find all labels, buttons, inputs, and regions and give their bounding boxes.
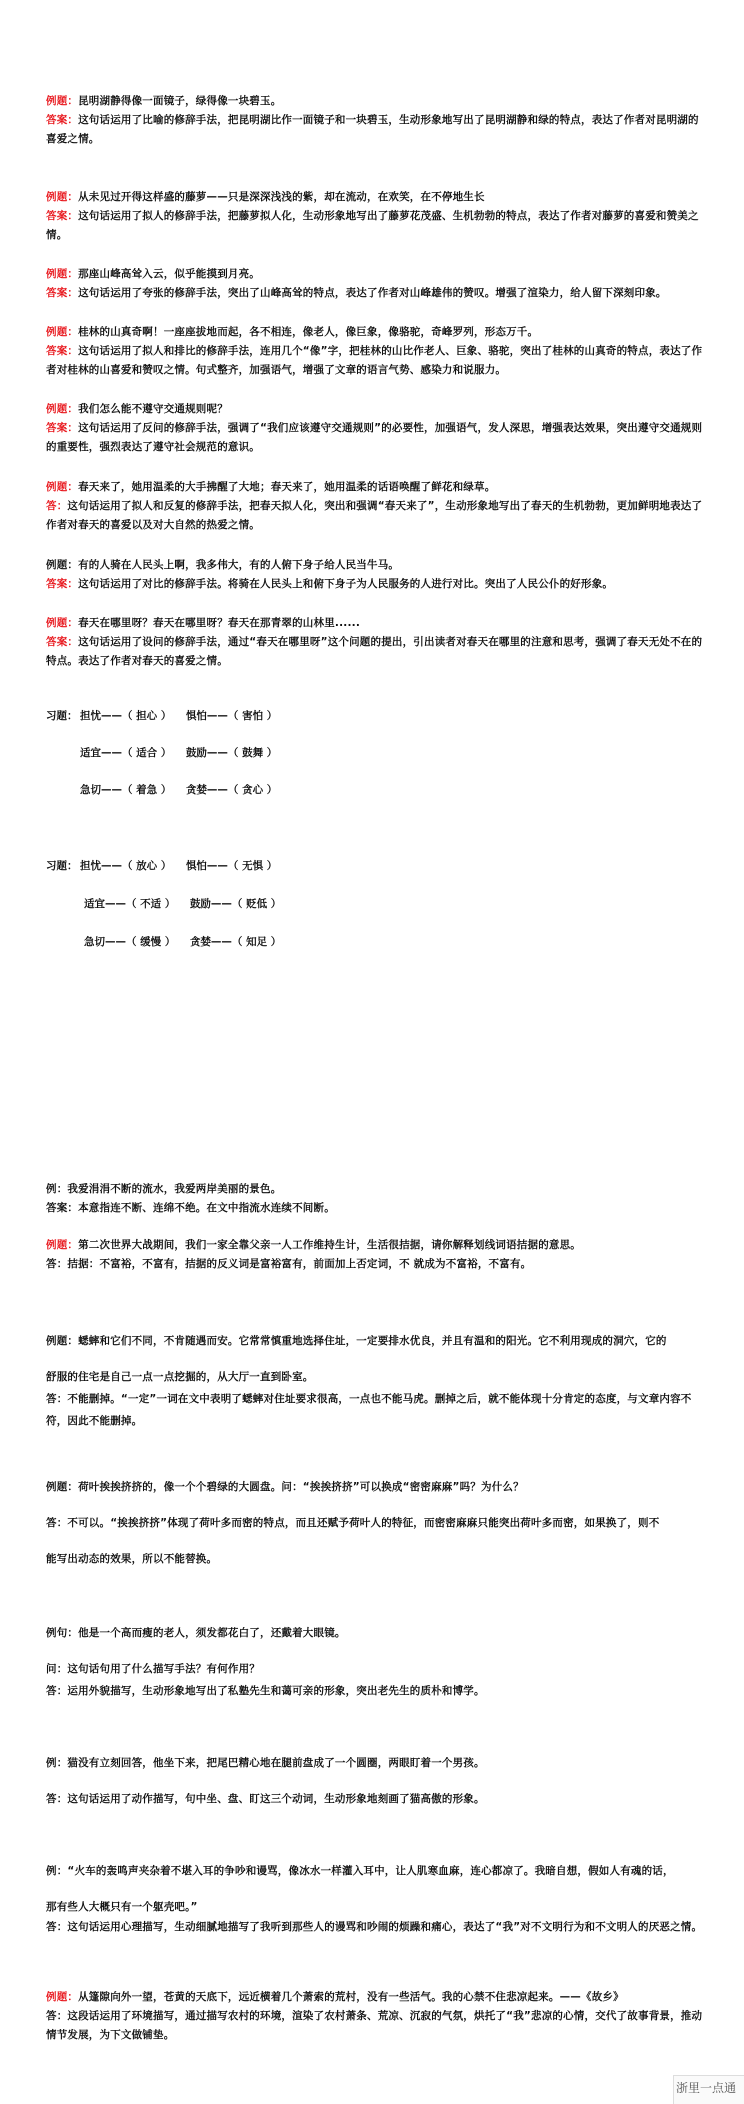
example-block [46,92,706,149]
example-label: 例题： [46,268,79,280]
example-block [46,556,706,594]
exercise-answer: 适合 [136,747,158,759]
example-label: 例题： [46,617,79,629]
question-text: 问：这句话句用了什么描写手法？有何作用？ [46,1663,260,1675]
answer-text: 答：这句话运用心理描写，生动细腻地描写了我听到那些人的谩骂和吵闹的烦躁和痛心，表达了“我”对不文明行为和不文明人的厌恶之情。 [46,1921,703,1933]
answer-label: 答案： [46,210,79,222]
word-replace-block [46,1476,706,1570]
example-text: 例：“火车的轰鸣声夹杂着不堪入耳的争吵和谩骂，像冰水一样灌入耳中，让人肌寒血麻，连心都凉了。我暗自想，假如人有魂的话， [46,1865,674,1877]
description-block [46,1752,706,1810]
answer-label: 答案： [46,636,79,648]
answer-label: 答： [46,500,68,512]
answer-text: 答：运用外貌描写，生动形象地写出了私塾先生和蔼可亲的形象，突出老先生的质朴和博学。 [46,1685,485,1697]
environment-block [46,1988,706,2045]
example-text: 那座山峰高耸入云，似乎能摸到月亮。 [78,268,261,280]
exercise-row: 担忧——（ 担心 ） 惧怕——（ 害怕 ） [80,710,278,722]
answer-text: 这句话运用了拟人和反复的修辞手法，把春天拟人化，突出和强调“春天来了”，生动形象地写出了春天的生机勃勃，更加鲜明地表达了作者对春天的喜爱以及对大自然的热爱之情。 [46,500,703,531]
exercise-answer: 无惧 [242,860,264,872]
example-text: 例句：他是一个高而瘦的老人，须发都花白了，还戴着大眼镜。 [46,1627,346,1639]
exercise-row: 适宜——（ 不适 ） 鼓励——（ 贬低 ） [84,898,282,910]
example-block [46,323,706,380]
answer-text: 这句话运用了比喻的修辞手法，把昆明湖比作一面镜子和一块碧玉，生动形象地写出了昆明湖静和绿的特点，表达了作者对昆明湖的喜爱之情。 [46,114,699,145]
answer-label: 答案： [46,422,79,434]
exercise-answer: 贬低 [246,898,268,910]
answer-text: 答：拮据：不富裕，不富有，拮据的反义词是富裕富有，前面加上否定词，不 就成为不富裕，不富有。 [46,1258,532,1270]
exercise-answer: 缓慢 [140,936,162,948]
exercise-answer: 知足 [246,936,268,948]
exercise-answer: 贪心 [242,784,264,796]
exercise-answer: 担心 [136,710,158,722]
footer-watermark: 浙里一点通 [675,2081,736,2095]
exercise-label: 习题： [46,710,78,722]
example-block [46,188,706,245]
answer-label: 答案： [46,345,79,357]
answer-label: 答案： [46,287,79,299]
description-block [46,1860,706,1937]
example-label: 例题： [46,403,79,415]
answer-text: 答：不可以。“挨挨挤挤”体现了荷叶多而密的特点，而且还赋予荷叶人的特征，而密密麻麻只能突出荷叶多而密，如果换了，则不 [46,1517,660,1529]
exercise-answer: 着急 [136,784,158,796]
answer-label: 答： [46,2010,68,2022]
example-text: 从未见过开得这样盛的藤萝——只是深深浅浅的紫，却在流动，在欢笑，在不停地生长 [78,191,485,203]
answer-text: 这句话运用了设问的修辞手法，通过“春天在哪里呀”这个问题的提出，引出读者对春天在哪里的注意和思考，强调了春天无处不在的特点。表达了作者对春天的喜爱之情。 [46,636,703,667]
example-text: 例：猫没有立刻回答，他坐下来，把尾巴精心地在腿前盘成了一个圆圈，两眼盯着一个男孩。 [46,1757,485,1769]
word-meaning-block [46,1236,706,1274]
example-block [46,614,706,671]
example-text: 第二次世界大战期间，我们一家全靠父亲一人工作维持生计，生活很拮据，请你解释划线词语拮据的意思。 [78,1239,582,1251]
answer-text: 这句话运用了夸张的修辞手法，突出了山峰高耸的特点，表达了作者对山峰雄伟的赞叹。增强了渲染力，给人留下深刻印象。 [78,287,667,299]
example-block [46,400,706,457]
answer-text: 这句话运用了拟人和排比的修辞手法，连用几个“像”字，把桂林的山比作老人、巨象、骆驼，突出了桂林的山真奇的特点，表达了作者对桂林的山喜爱和赞叹之情。句式整齐，加强语气，增强了文章的语言气势、感染力和说服力。 [46,345,703,376]
example-text-cont: 舒服的住宅是自己一点一点挖掘的，从大厅一直到卧室。 [46,1371,314,1383]
example-text: 例题：荷叶挨挨挤挤的，像一个个碧绿的大圆盘。问：“挨挨挤挤”可以换成“密密麻麻”吗？为什么？ [46,1481,524,1493]
exercise-answer: 放心 [136,860,158,872]
answer-label: 答案： [46,578,79,590]
word-meaning-block [46,1180,706,1218]
answer-text: 这句话运用了拟人的修辞手法，把藤萝拟人化，生动形象地写出了藤萝花茂盛、生机勃勃的特点，表达了作者对藤萝的喜爱和赞美之情。 [46,210,699,241]
answer-text: 答：不能删掉。“一定”一词在文中表明了蟋蟀对住址要求很高，一点也不能马虎。删掉之后，就不能体现十分肯定的态度，与文章内容不符，因此不能删掉。 [46,1393,692,1427]
description-block [46,1622,706,1702]
exercise-label: 习题： [46,860,78,872]
example-label: 例题： [46,481,79,493]
example-text: 春天在哪里呀？春天在哪里呀？春天在那青翠的山林里...... [78,617,361,629]
example-block [46,265,706,303]
example-label: 例题： [46,326,79,338]
answer-text: 答案：本意指连不断、连绵不绝。在文中指流水连续不间断。 [46,1202,335,1214]
example-text: 例题：蟋蟀和它们不同，不肯随遇而安。它常常慎重地选择住址，一定要排水优良，并且有温和的阳光。它不利用现成的洞穴，它的 [46,1335,667,1347]
exercise-row: 适宜——（ 适合 ） 鼓励——（ 鼓舞 ） [80,747,278,759]
exercise-answer: 不适 [140,898,162,910]
example-text: 我们怎么能不遵守交通规则呢？ [78,403,228,415]
example-text: 桂林的山真奇啊！一座座拔地而起，各不相连，像老人，像巨象，像骆驼，奇峰罗列，形态万千。 [78,326,539,338]
example-label: 例题： [46,559,79,571]
example-text: 例：我爱涓涓不断的流水，我爱两岸美丽的景色。 [46,1183,282,1195]
answer-label: 答案： [46,114,79,126]
word-deletion-block [46,1330,706,1432]
exercise-answer: 鼓舞 [242,747,264,759]
example-block [46,478,706,535]
exercise-row: 担忧——（ 放心 ） 惧怕——（ 无惧 ） [80,860,278,872]
answer-text: 这段话运用了环境描写，通过描写农村的环境，渲染了农村萧条、荒凉、沉寂的气氛，烘托了“我”悲凉的心情，交代了故事背景，推动情节发展，为下文做铺垫。 [46,2010,703,2041]
example-label: 例题： [46,1991,79,2003]
answer-text: 这句话运用了反问的修辞手法，强调了“我们应该遵守交通规则”的必要性，加强语气，发人深思，增强表达效果，突出遵守交通规则的重要性，强烈表达了遵守社会规范的意识。 [46,422,703,453]
answer-text-cont: 能写出动态的效果，所以不能替换。 [46,1553,218,1565]
example-label: 例题： [46,95,79,107]
answer-text: 这句话运用了对比的修辞手法。将骑在人民头上和俯下身子为人民服务的人进行对比。突出了人民公仆的好形象。 [78,578,614,590]
exercise-row: 急切——（ 缓慢 ） 贪婪——（ 知足 ） [84,936,282,948]
example-text: 有的人骑在人民头上啊，我多伟大，有的人俯下身子给人民当牛马。 [78,559,400,571]
answer-text: 答：这句话运用了动作描写，句中坐、盘、盯这三个动词，生动形象地刻画了猫高傲的形象。 [46,1793,485,1805]
exercise-answer: 害怕 [242,710,264,722]
example-text: 春天来了，她用温柔的大手拂醒了大地；春天来了，她用温柔的话语唤醒了鲜花和绿草。 [78,481,496,493]
example-label: 例题： [46,191,79,203]
example-text: 昆明湖静得像一面镜子，绿得像一块碧玉。 [78,95,282,107]
example-text-cont: 那有些人大概只有一个躯壳吧。” [46,1901,198,1913]
example-label: 例题： [46,1239,79,1251]
exercise-row: 急切——（ 着急 ） 贪婪——（ 贪心 ） [80,784,278,796]
example-text: 从篷隙向外一望，苍黄的天底下，远近横着几个萧索的荒村，没有一些活气。我的心禁不住悲凉起来。——《故乡》 [78,1991,624,2003]
